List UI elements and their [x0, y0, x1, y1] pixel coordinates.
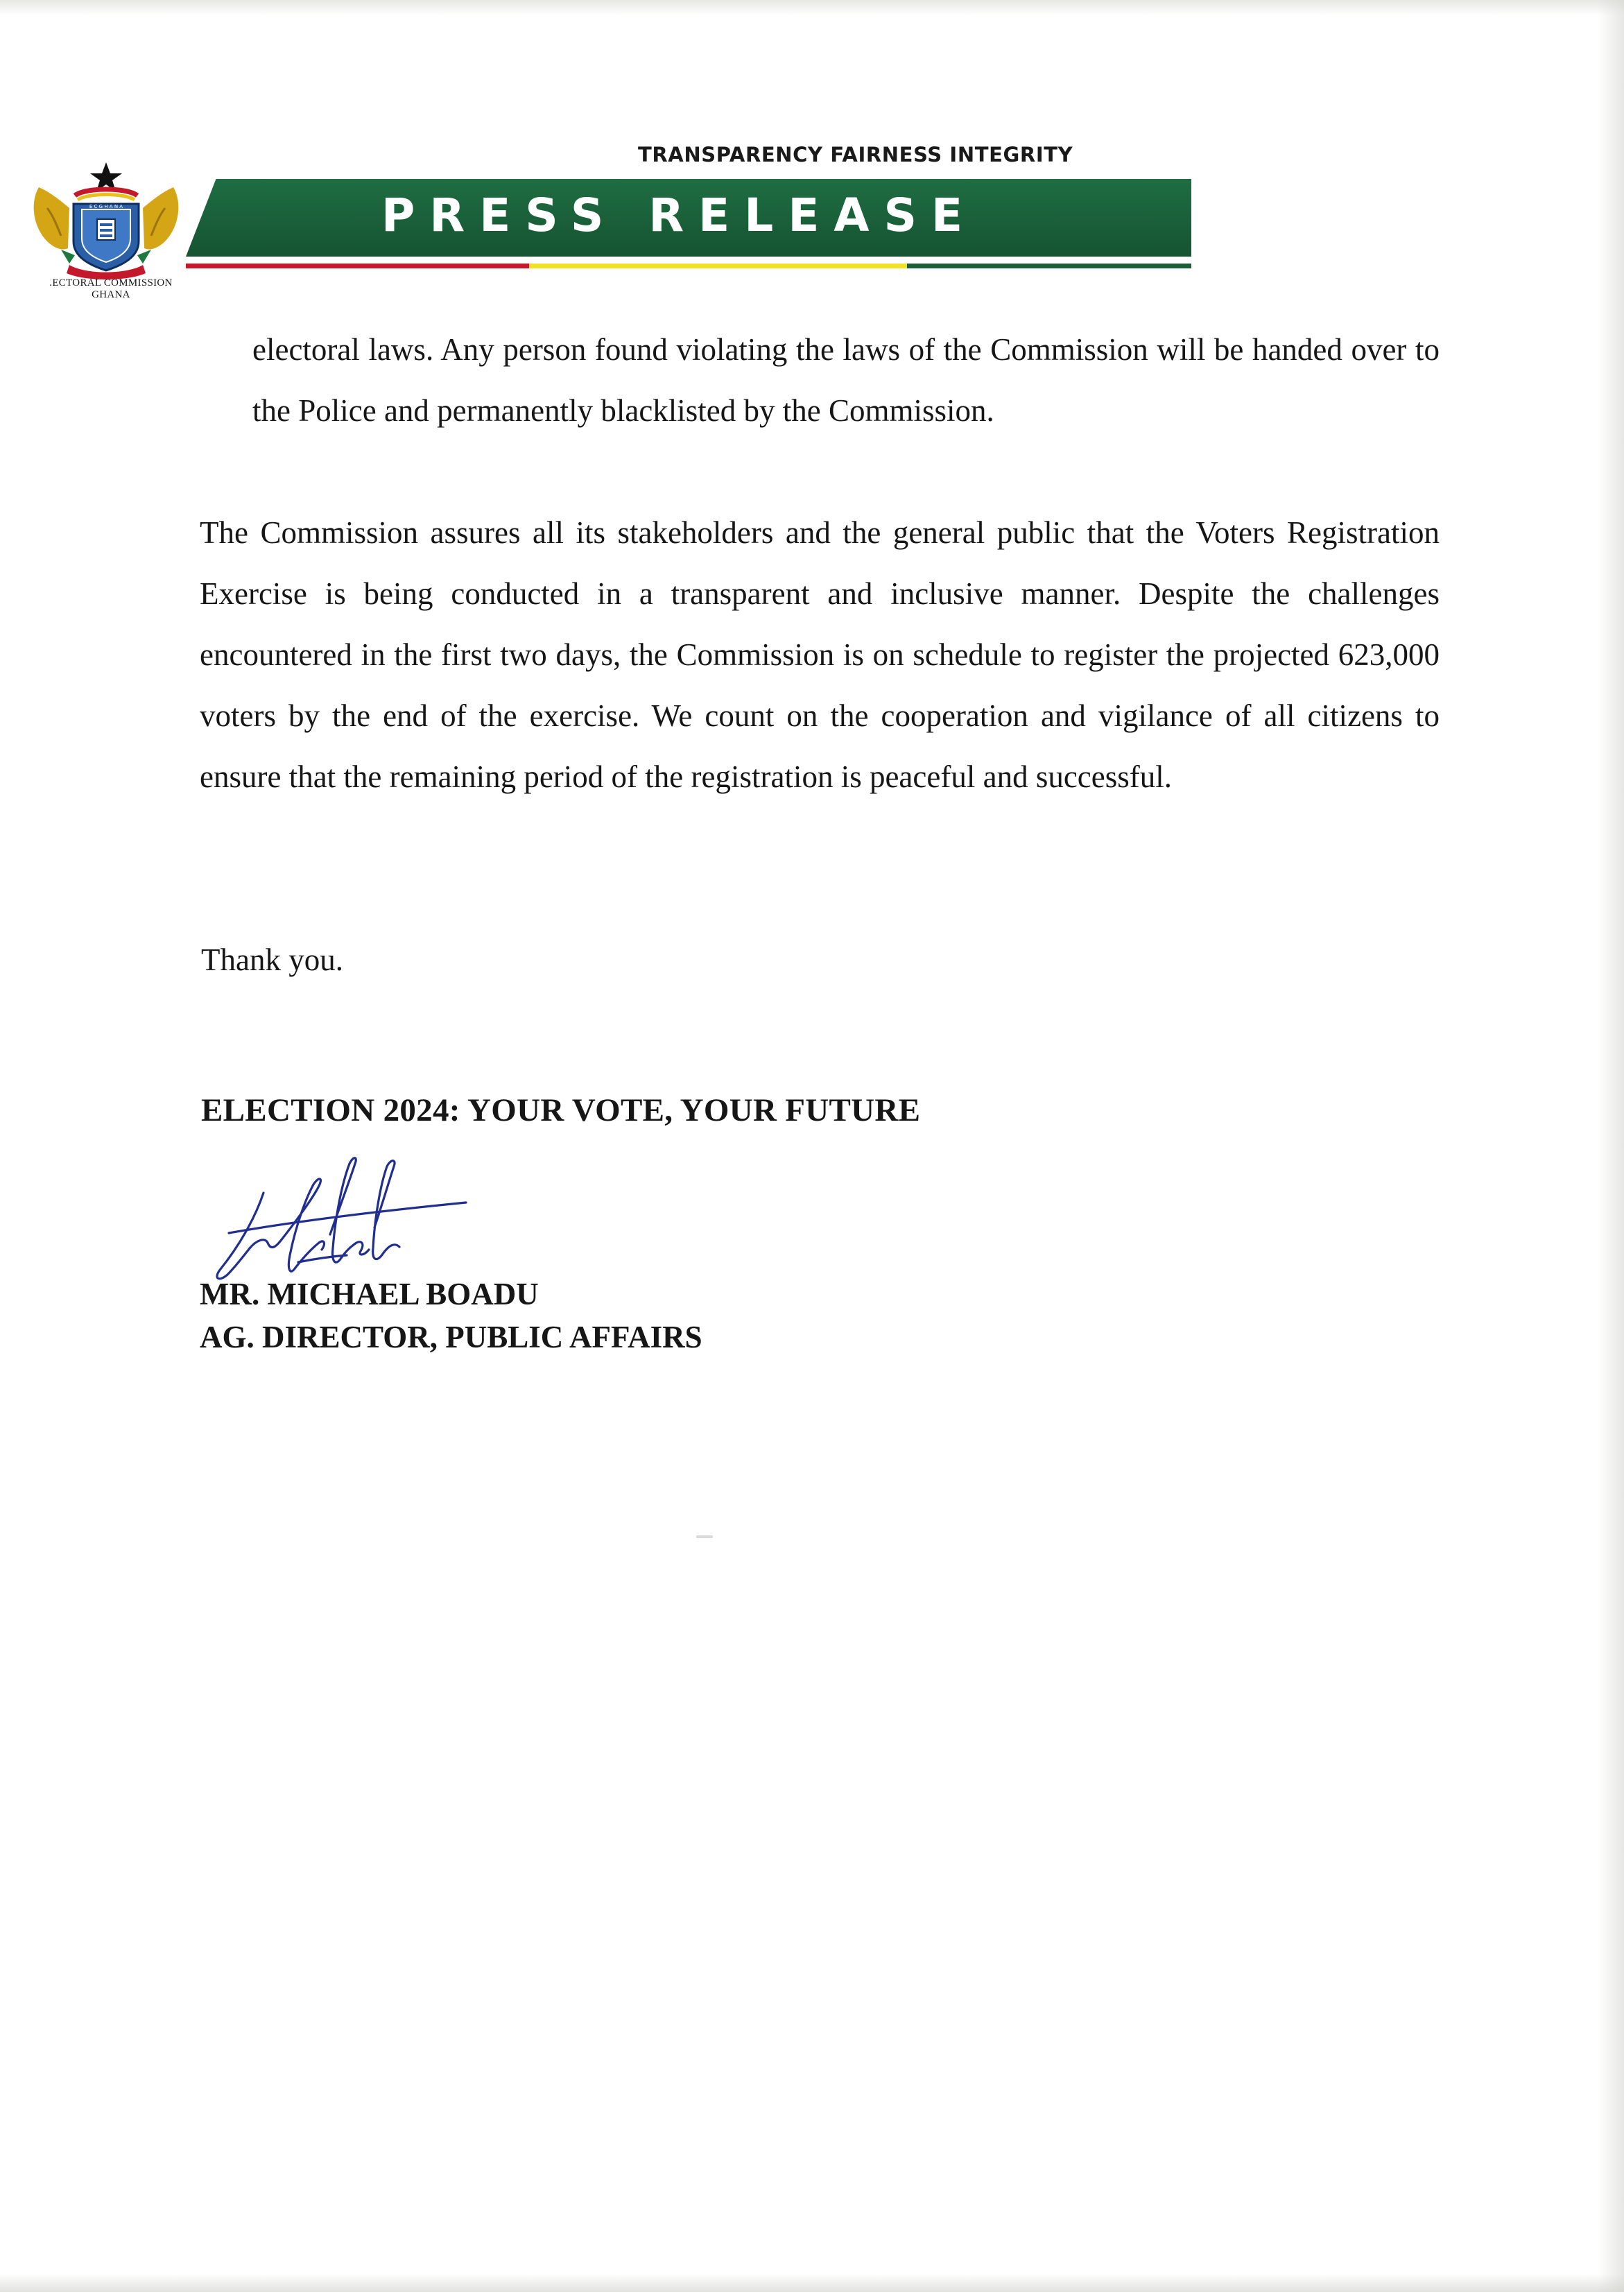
paper-speck	[696, 1535, 713, 1538]
paper-edge-top	[0, 0, 1624, 15]
stripe-green	[907, 264, 1191, 268]
paper-edge-right	[1598, 0, 1624, 2292]
paper-edge-bottom	[0, 2274, 1624, 2292]
body-paragraph-continued: electoral laws. Any person found violating the laws of the Commission will be handed over to the Police and permanently blacklisted by the Commission.	[252, 332, 1440, 428]
signatory-title: AG. DIRECTOR, PUBLIC AFFAIRS	[200, 1320, 702, 1354]
stripe-yellow	[529, 264, 907, 268]
logo-caption-line-2: GHANA	[92, 289, 130, 300]
logo-caption-line-1: .ECTORAL COMMISSION	[49, 277, 173, 288]
election-slogan: ELECTION 2024: YOUR VOTE, YOUR FUTURE	[201, 1092, 921, 1128]
body-paragraph-assurance: The Commission assures all its stakeholders and the general public that the Voters Registration Exercise is being conducted in a transparent and inclusive manner. Despite the challenges encountered in the first two days, the Commission is on schedule to register the projected 623,000 voters by the end of the exercise. We count on the cooperation and vigilance of all citizens to ensure that the remaining period of the registration is peaceful and successful.	[200, 515, 1440, 794]
signatory-name: MR. MICHAEL BOADU	[200, 1277, 539, 1311]
closing-thanks: Thank you.	[201, 942, 343, 977]
electoral-commission-logo	[26, 160, 186, 281]
motto-text: TRANSPARENCY FAIRNESS INTEGRITY	[638, 143, 1073, 166]
stripe-red	[186, 264, 529, 268]
logo-caption	[28, 277, 194, 301]
banner-title: PRESS RELEASE	[381, 189, 978, 242]
crest-text: E C G H A N A	[89, 204, 123, 209]
